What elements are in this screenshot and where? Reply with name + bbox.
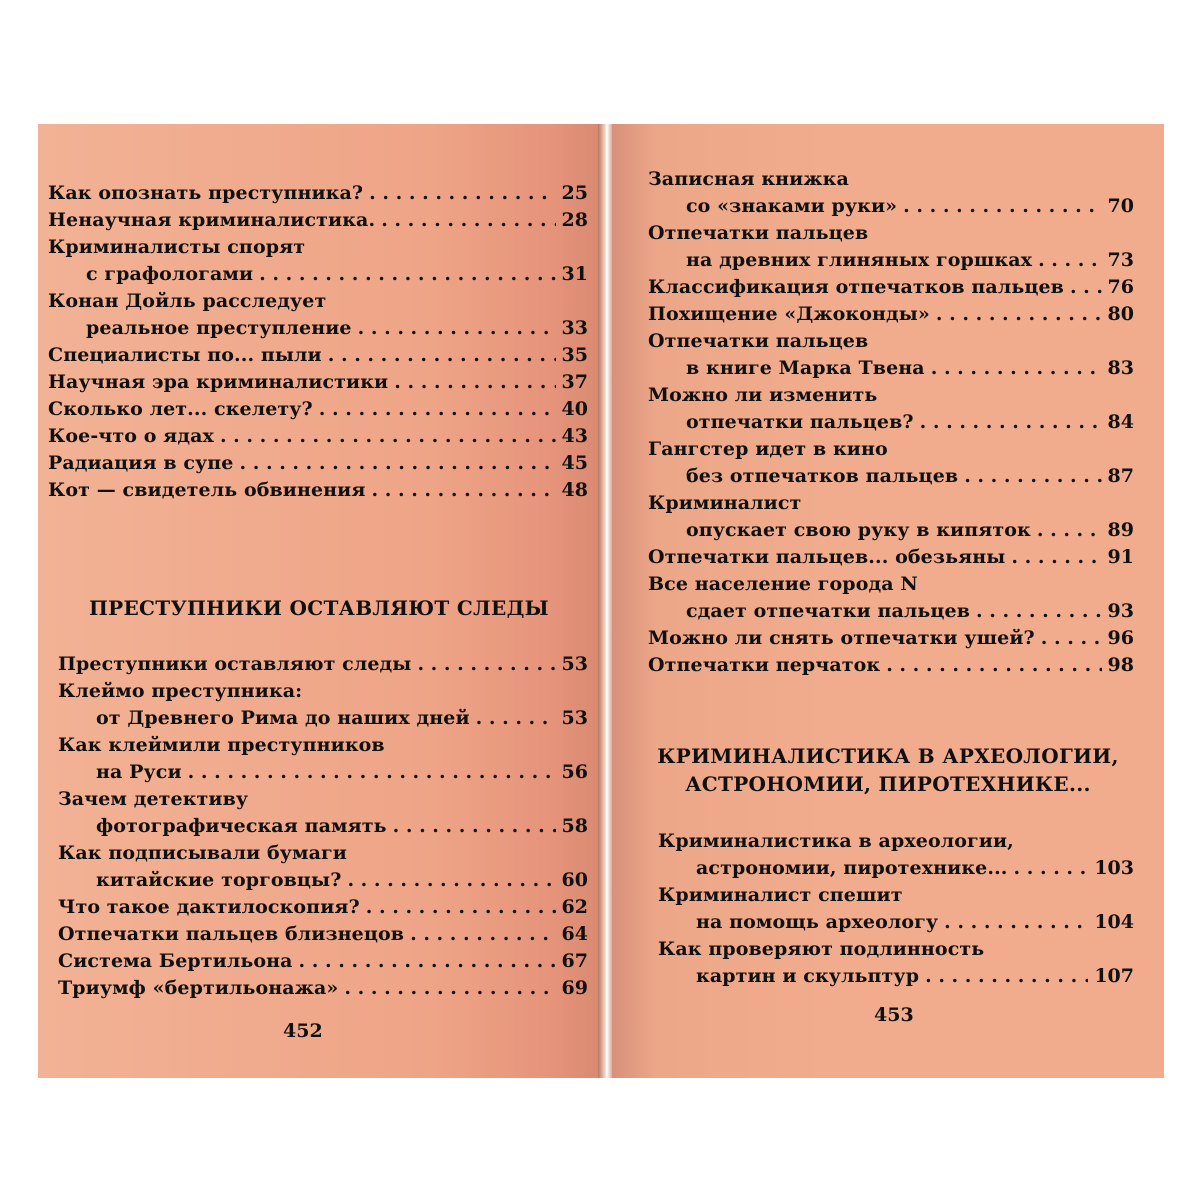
- toc-entry-page-number: 93: [1107, 600, 1134, 622]
- toc-entry: [38, 921, 600, 948]
- toc-entry-title: Сколько лет... скелету?: [48, 398, 313, 420]
- toc-entry-title: Система Бертильона: [58, 950, 293, 972]
- toc-list: [612, 166, 1164, 679]
- toc-entry-page-number: 62: [561, 896, 588, 918]
- section-title-line-1: КРИМИНАЛИСТИКА В АРХЕОЛОГИИ,: [657, 744, 1119, 768]
- toc-entry-title: Преступники оставляют следы: [58, 653, 412, 675]
- toc-entry: [612, 247, 1164, 274]
- right-page: [612, 124, 1164, 1078]
- dot-leader: [1070, 274, 1102, 301]
- toc-entry-title: Криминалистика в археологии,: [658, 830, 1014, 852]
- toc-entry-title: Зачем детективу: [58, 788, 249, 810]
- page-number: 452: [283, 1020, 323, 1042]
- toc-entry-page-number: 80: [1107, 303, 1134, 325]
- toc-entry-title: опускает свою руку в кипяток: [686, 519, 1031, 541]
- toc-entry-title: от Древнего Рима до наших дней: [96, 707, 470, 729]
- toc-entry: [38, 867, 600, 894]
- toc-entry: [612, 936, 1164, 963]
- toc-entry: [38, 207, 600, 234]
- toc-entry-title: Триумф «бертильонажа»: [58, 977, 339, 999]
- dot-leader: [925, 963, 1088, 990]
- toc-entry-title: Записная книжка: [648, 168, 849, 190]
- toc-entry-title: Научная эра криминалистики: [48, 371, 389, 393]
- toc-entry: [612, 328, 1164, 355]
- left-page: [38, 124, 600, 1078]
- toc-entry-page-number: 37: [561, 371, 588, 393]
- toc-entry-title: Все население города N: [648, 573, 918, 595]
- toc-entry: [38, 180, 600, 207]
- toc-entry: [612, 490, 1164, 517]
- toc-entry: [612, 274, 1164, 301]
- toc-entry-page-number: 56: [561, 761, 588, 783]
- toc-entry-page-number: 87: [1107, 465, 1134, 487]
- toc-entry-page-number: 76: [1107, 276, 1134, 298]
- dot-leader: [366, 894, 556, 921]
- toc-entry-page-number: 53: [561, 707, 588, 729]
- toc-entry-page-number: 98: [1107, 654, 1134, 676]
- toc-entry: [612, 463, 1164, 490]
- toc-entry-title: сдает отпечатки пальцев: [686, 600, 971, 622]
- toc-entry-title: со «знаками руки»: [686, 195, 898, 217]
- toc-entry-page-number: 83: [1107, 357, 1134, 379]
- dot-leader: [920, 409, 1102, 436]
- dot-leader: [903, 193, 1101, 220]
- dot-leader: [381, 207, 555, 234]
- toc-entry-title: без отпечатков пальцев: [686, 465, 959, 487]
- dot-leader: [931, 355, 1102, 382]
- toc-entry: [612, 193, 1164, 220]
- toc-entry-page-number: 35: [561, 344, 588, 366]
- toc-entry: [38, 948, 600, 975]
- toc-entry: [612, 652, 1164, 679]
- section-title-line-2: АСТРОНОМИИ, ПИРОТЕХНИКЕ...: [685, 772, 1091, 796]
- toc-entry: [38, 261, 600, 288]
- toc-entry-title: Криминалисты спорят: [48, 236, 306, 258]
- toc-entry-page-number: 31: [561, 263, 588, 285]
- dot-leader: [1041, 625, 1102, 652]
- dot-leader: [886, 652, 1101, 679]
- toc-entry: [612, 909, 1164, 936]
- toc-entry-title: Криминалист спешит: [658, 884, 903, 906]
- dot-leader: [1038, 247, 1101, 274]
- toc-entry: [38, 705, 600, 732]
- dot-leader: [372, 477, 556, 504]
- toc-entry-page-number: 103: [1094, 857, 1134, 879]
- toc-entry-page-number: 43: [561, 425, 588, 447]
- toc-entry: [38, 369, 600, 396]
- toc-entry-title: на древних глиняных горшках: [686, 249, 1033, 271]
- toc-entry: [38, 450, 600, 477]
- toc-entry-title: картин и скульптур: [696, 965, 920, 987]
- dot-leader: [220, 423, 556, 450]
- toc-entry-title: Криминалист: [648, 492, 802, 514]
- toc-entry: [38, 234, 600, 261]
- toc-entry-title: Конан Дойль расследует: [48, 290, 327, 312]
- toc-entry-title: Можно ли снять отпечатки ушей?: [648, 627, 1035, 649]
- toc-entry-title: на помощь археологу: [696, 911, 939, 933]
- toc-entry-title: реальное преступление: [86, 317, 352, 339]
- toc-entry-page-number: 89: [1107, 519, 1134, 541]
- dot-leader: [188, 759, 556, 786]
- toc-entry: [612, 571, 1164, 598]
- toc-entry: [38, 315, 600, 342]
- section-title: ПРЕСТУПНИКИ ОСТАВЛЯЮТ СЛЕДЫ: [88, 596, 550, 620]
- dot-leader: [347, 867, 555, 894]
- toc-entry: [612, 409, 1164, 436]
- toc-entry: [38, 813, 600, 840]
- toc-entry-title: Отпечатки пальцев... обезьяны: [648, 546, 1006, 568]
- toc-entry: [38, 678, 600, 705]
- toc-entry-title: отпечатки пальцев?: [686, 411, 914, 433]
- toc-entry: [38, 840, 600, 867]
- toc-list: [38, 180, 600, 504]
- toc-entry: [38, 423, 600, 450]
- toc-entry: [612, 301, 1164, 328]
- dot-leader: [1014, 855, 1089, 882]
- toc-entry: [612, 963, 1164, 990]
- toc-entry-title: Классификация отпечатков пальцев: [648, 276, 1064, 298]
- toc-entry-page-number: 60: [561, 869, 588, 891]
- toc-entry-page-number: 69: [561, 977, 588, 999]
- toc-entry-page-number: 53: [561, 653, 588, 675]
- toc-entry-page-number: 33: [561, 317, 588, 339]
- toc-entry: [612, 598, 1164, 625]
- dot-leader: [476, 705, 556, 732]
- toc-entry: [612, 882, 1164, 909]
- toc-entry-page-number: 58: [561, 815, 588, 837]
- dot-leader: [259, 261, 555, 288]
- toc-entry-page-number: 84: [1107, 411, 1134, 433]
- toc-entry-title: Как опознать преступника?: [48, 182, 364, 204]
- toc-entry-title: Как подписывали бумаги: [58, 842, 347, 864]
- toc-entry-page-number: 28: [561, 209, 588, 231]
- toc-entry-title: Что такое дактилоскопия?: [58, 896, 360, 918]
- toc-entry-title: Похищение «Джоконды»: [648, 303, 930, 325]
- toc-entry: [38, 786, 600, 813]
- toc-entry: [612, 382, 1164, 409]
- dot-leader: [417, 651, 555, 678]
- toc-entry-title: Специалисты по... пыли: [48, 344, 322, 366]
- toc-entry: [38, 975, 600, 1002]
- toc-entry-title: в книге Марка Твена: [686, 357, 925, 379]
- toc-entry: [612, 544, 1164, 571]
- toc-entry: [38, 732, 600, 759]
- toc-entry-page-number: 25: [561, 182, 588, 204]
- toc-entry-title: Как проверяют подлинность: [658, 938, 985, 960]
- toc-entry: [612, 855, 1164, 882]
- dot-leader: [936, 301, 1102, 328]
- toc-entry: [612, 625, 1164, 652]
- toc-entry: [612, 355, 1164, 382]
- toc-entry-title: Гангстер идет в кино: [648, 438, 888, 460]
- toc-entry-page-number: 70: [1107, 195, 1134, 217]
- toc-entry-title: Отпечатки пальцев: [648, 222, 869, 244]
- toc-entry-title: Отпечатки пальцев: [648, 330, 869, 352]
- toc-entry-title: Клеймо преступника:: [58, 680, 303, 702]
- toc-entry-page-number: 67: [561, 950, 588, 972]
- toc-entry: [38, 342, 600, 369]
- toc-entry: [38, 651, 600, 678]
- toc-entry-title: Можно ли изменить: [648, 384, 878, 406]
- toc-entry-title: Ненаучная криминалистика.: [48, 209, 376, 231]
- toc-entry-title: Кот — свидетель обвинения: [48, 479, 366, 501]
- toc-entry-title: с графологами: [86, 263, 254, 285]
- toc-entry: [612, 220, 1164, 247]
- toc-entry-title: китайские торговцы?: [96, 869, 342, 891]
- toc-entry: [38, 288, 600, 315]
- page-number: 453: [874, 1004, 914, 1026]
- dot-leader: [328, 342, 556, 369]
- toc-entry-title: Радиация в супе: [48, 452, 234, 474]
- toc-entry-title: Отпечатки пальцев близнецов: [58, 923, 405, 945]
- toc-entry-page-number: 96: [1107, 627, 1134, 649]
- dot-leader: [394, 369, 555, 396]
- dot-leader: [964, 463, 1101, 490]
- dot-leader: [410, 921, 555, 948]
- dot-leader: [976, 598, 1102, 625]
- toc-entry-title: Как клеймили преступников: [58, 734, 385, 756]
- toc-entry-page-number: 40: [561, 398, 588, 420]
- toc-entry: [38, 396, 600, 423]
- dot-leader: [299, 948, 556, 975]
- toc-list: [38, 651, 600, 1002]
- toc-entry-page-number: 107: [1094, 965, 1134, 987]
- toc-entry-page-number: 91: [1107, 546, 1134, 568]
- toc-entry-title: Кое-что о ядах: [48, 425, 214, 447]
- dot-leader: [319, 396, 556, 423]
- dot-leader: [344, 975, 555, 1002]
- toc-entry-page-number: 64: [561, 923, 588, 945]
- toc-entry-title: на Руси: [96, 761, 182, 783]
- toc-entry: [38, 894, 600, 921]
- toc-entry: [38, 759, 600, 786]
- toc-entry: [612, 828, 1164, 855]
- dot-leader: [944, 909, 1088, 936]
- toc-list: [612, 828, 1164, 990]
- toc-entry: [612, 517, 1164, 544]
- dot-leader: [369, 180, 555, 207]
- toc-entry: [612, 436, 1164, 463]
- toc-entry: [38, 477, 600, 504]
- dot-leader: [1011, 544, 1101, 571]
- toc-entry-page-number: 104: [1094, 911, 1134, 933]
- toc-entry-title: астрономии, пиротехнике...: [696, 857, 1008, 879]
- toc-entry-title: Отпечатки перчаток: [648, 654, 881, 676]
- dot-leader: [1037, 517, 1102, 544]
- toc-entry-page-number: 45: [561, 452, 588, 474]
- toc-entry-page-number: 73: [1107, 249, 1134, 271]
- toc-entry: [612, 166, 1164, 193]
- toc-entry-title: фотографическая память: [96, 815, 387, 837]
- toc-entry-page-number: 48: [561, 479, 588, 501]
- dot-leader: [358, 315, 556, 342]
- dot-leader: [240, 450, 556, 477]
- dot-leader: [393, 813, 556, 840]
